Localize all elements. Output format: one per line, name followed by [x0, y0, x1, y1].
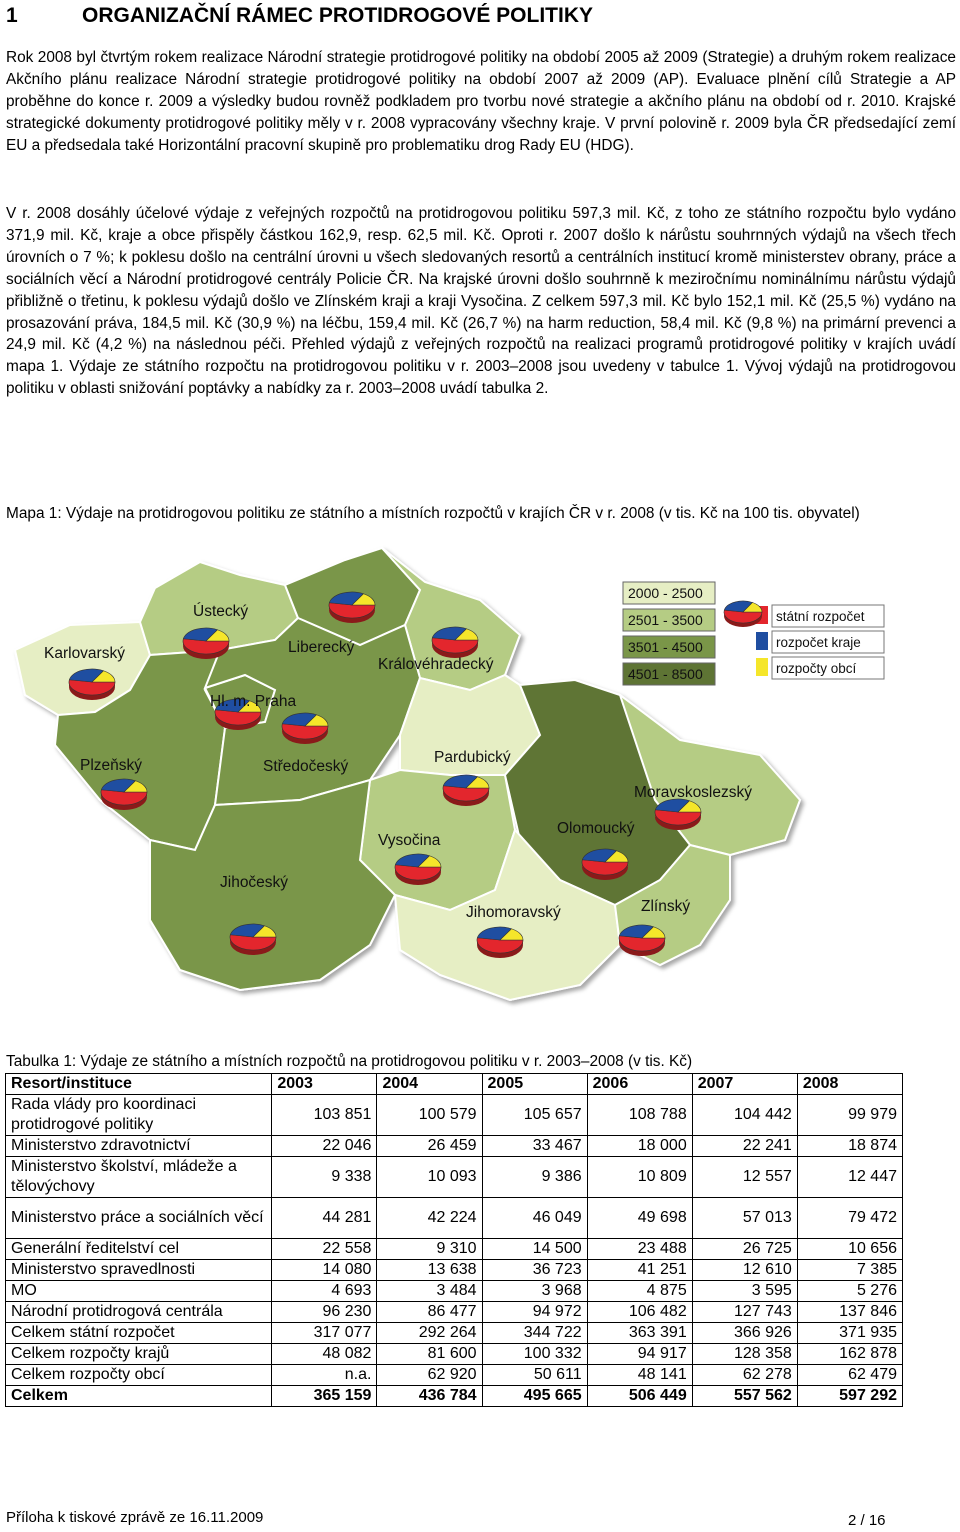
- legend-range-label: 4501 - 8500: [628, 666, 703, 682]
- value-cell: 557 562: [692, 1386, 797, 1407]
- value-cell: 81 600: [377, 1344, 482, 1365]
- region-pie: [395, 854, 441, 885]
- value-cell: 48 082: [272, 1344, 377, 1365]
- value-cell: 94 917: [587, 1344, 692, 1365]
- value-cell: 3 595: [692, 1281, 797, 1302]
- row-label: Ministerstvo školství, mládeže a tělovýchovy: [6, 1157, 272, 1198]
- table-row: [6, 1365, 903, 1386]
- legend-pie-icon: [724, 601, 762, 627]
- value-cell: 22 241: [692, 1136, 797, 1157]
- value-cell: 12 447: [797, 1157, 902, 1198]
- value-cell: 127 743: [692, 1302, 797, 1323]
- region-pie: [432, 627, 478, 658]
- region-pie: [329, 592, 375, 623]
- value-cell: 22 046: [272, 1136, 377, 1157]
- region-label: Pardubický: [434, 749, 511, 766]
- legend-source-label: rozpočty obcí: [776, 661, 857, 676]
- value-cell: 96 230: [272, 1302, 377, 1323]
- value-cell: 33 467: [482, 1136, 587, 1157]
- row-label: Rada vlády pro koordinaci protidrogové politiky: [6, 1095, 272, 1136]
- value-cell: 100 579: [377, 1095, 482, 1136]
- paragraph-expenditures: V r. 2008 dosáhly účelové výdaje z veřejných rozpočtů na protidrogovou politiku 597,3 mil. Kč, z toho ze státního rozpočtu bylo vydáno 371,9 mil. Kč, kraje a obce přispěly částkou 162,9, resp. 62,5 mil. Kč. Oproti r. 2007 došlo k nárůstu souhrnných výdajů na všech třech úrovních o 7 %; k poklesu došlo na centrální úrovni u všech sledovaných resortů a centrálních institucí kromě ministerstev obrany, práce a sociálních věcí a Národní protidrogové centrály Policie ČR. Na krajské úrovni došlo souhrnně k meziročnímu nominálnímu nárůstu výdajů přibližně o třetinu, k poklesu výdajů došlo ve Zlínském kraji a kraji Vysočina. Z celkem 597,3 mil. Kč bylo 152,1 mil. Kč (25,5 %) vydáno na prosazování práva, 184,5 mil. Kč (30,9 %) na léčbu, 159,4 mil. Kč (26,7 %) na harm reduction, 58,4 mil. Kč (9,8 %) na primární prevenci a 24,9 mil. Kč (4,2 %) na následnou péči. Přehled výdajů z veřejných rozpočtů na realizaci programů protidrogové politiky v krajích uvádí mapa 1. Výdaje ze státního rozpočtu na protidrogovou politiku v r. 2003–2008 jsou uvedeny v tabulce 1. Vývoj výdajů na protidrogovou politiku v oblasti snižování poptávky a nabídky za r. 2003–2008 uvádí tabulka 2.: [6, 205, 956, 398]
- region-label: Královéhradecký: [378, 656, 494, 673]
- footer-text: Příloha k tiskové zprávě ze 16.11.2009: [6, 1509, 264, 1526]
- value-cell: 26 459: [377, 1136, 482, 1157]
- row-label: Celkem: [6, 1386, 272, 1407]
- value-cell: 104 442: [692, 1095, 797, 1136]
- value-cell: 48 141: [587, 1365, 692, 1386]
- value-cell: 506 449: [587, 1386, 692, 1407]
- legend-source-swatch: [756, 658, 768, 676]
- value-cell: 50 611: [482, 1365, 587, 1386]
- value-cell: 103 851: [272, 1095, 377, 1136]
- table-row: [6, 1281, 903, 1302]
- value-cell: 46 049: [482, 1198, 587, 1239]
- header-cell: 2004: [377, 1074, 482, 1095]
- value-cell: 26 725: [692, 1239, 797, 1260]
- value-cell: 365 159: [272, 1386, 377, 1407]
- table-row: [6, 1302, 903, 1323]
- region-pie: [282, 713, 328, 744]
- value-cell: 106 482: [587, 1302, 692, 1323]
- region-pie: [101, 779, 147, 810]
- value-cell: n.a.: [272, 1365, 377, 1386]
- value-cell: 9 338: [272, 1157, 377, 1198]
- table-row: [6, 1344, 903, 1365]
- value-cell: 23 488: [587, 1239, 692, 1260]
- table-row: [6, 1323, 903, 1344]
- table-row: [6, 1260, 903, 1281]
- region-label: Středočeský: [263, 758, 349, 775]
- region-label: Liberecký: [288, 639, 355, 656]
- region-pie: [443, 775, 489, 806]
- table-row: [6, 1239, 903, 1260]
- legend-range-label: 3501 - 4500: [628, 639, 703, 655]
- row-label: Celkem rozpočty krajů: [6, 1344, 272, 1365]
- region-pie: [619, 925, 665, 956]
- region-pie: [230, 924, 276, 955]
- value-cell: 62 920: [377, 1365, 482, 1386]
- legend-source-label: rozpočet kraje: [776, 635, 861, 650]
- section-number: 1: [6, 4, 18, 27]
- header-cell: 2003: [272, 1074, 377, 1095]
- value-cell: 363 391: [587, 1323, 692, 1344]
- value-cell: 9 386: [482, 1157, 587, 1198]
- row-label: Celkem státní rozpočet: [6, 1323, 272, 1344]
- value-cell: 44 281: [272, 1198, 377, 1239]
- value-cell: 36 723: [482, 1260, 587, 1281]
- row-label: Generální ředitelství cel: [6, 1239, 272, 1260]
- region-pie: [183, 628, 229, 659]
- header-cell: Resort/instituce: [6, 1074, 272, 1095]
- value-cell: 14 500: [482, 1239, 587, 1260]
- value-cell: 128 358: [692, 1344, 797, 1365]
- region-label: Olomoucký: [557, 820, 635, 837]
- header-cell: 2007: [692, 1074, 797, 1095]
- row-label: Národní protidrogová centrála: [6, 1302, 272, 1323]
- section-title: ORGANIZAČNÍ RÁMEC PROTIDROGOVÉ POLITIKY: [82, 4, 594, 27]
- legend-source-label: státní rozpočet: [776, 609, 865, 624]
- header-cell: 2008: [797, 1074, 902, 1095]
- value-cell: 436 784: [377, 1386, 482, 1407]
- value-cell: 4 875: [587, 1281, 692, 1302]
- value-cell: 41 251: [587, 1260, 692, 1281]
- row-label: Ministerstvo zdravotnictví: [6, 1136, 272, 1157]
- value-cell: 18 874: [797, 1136, 902, 1157]
- value-cell: 10 656: [797, 1239, 902, 1260]
- table-header-row: [6, 1074, 903, 1095]
- row-label: MO: [6, 1281, 272, 1302]
- value-cell: 4 693: [272, 1281, 377, 1302]
- value-cell: 42 224: [377, 1198, 482, 1239]
- value-cell: 99 979: [797, 1095, 902, 1136]
- table-row: [6, 1157, 903, 1198]
- value-cell: 371 935: [797, 1323, 902, 1344]
- value-cell: 7 385: [797, 1260, 902, 1281]
- region-label: Vysočina: [378, 832, 441, 849]
- value-cell: 292 264: [377, 1323, 482, 1344]
- value-cell: 344 722: [482, 1323, 587, 1344]
- table-row: [6, 1095, 903, 1136]
- table-row: [6, 1386, 903, 1407]
- region-pie: [477, 927, 523, 958]
- header-cell: 2006: [587, 1074, 692, 1095]
- region-label: Jihomoravský: [466, 904, 561, 921]
- value-cell: 79 472: [797, 1198, 902, 1239]
- region-label: Moravskoslezský: [634, 784, 752, 801]
- value-cell: 495 665: [482, 1386, 587, 1407]
- legend-range-label: 2000 - 2500: [628, 585, 703, 601]
- value-cell: 14 080: [272, 1260, 377, 1281]
- value-cell: 597 292: [797, 1386, 902, 1407]
- value-cell: 366 926: [692, 1323, 797, 1344]
- region-label: Karlovarský: [44, 645, 125, 662]
- region-label: Jihočeský: [220, 874, 289, 891]
- region-pie: [655, 799, 701, 830]
- paragraph-intro: Rok 2008 byl čtvrtým rokem realizace Národní strategie protidrogové politiky na období 2005 až 2009 (Strategie) a druhým rokem realizace Akčního plánu realizace Národní strategie protidrogové politiky na období 2007 až 2009 (AP). Evaluace plnění cílů Strategie a AP proběhne do konce r. 2009 a výsledky budou rovněž podkladem pro tvorbu nové strategie a akčního plánu na období od r. 2010. Krajské strategické dokumenty protidrogové politiky měly v r. 2008 vypracovány všechny kraje. V první polovině r. 2009 byla ČR předsedající zemí EU a předsedala také Horizontální pracovní skupině pro problematiku drog Rady EU (HDG).: [6, 49, 956, 154]
- value-cell: 62 479: [797, 1365, 902, 1386]
- map-caption: Mapa 1: Výdaje na protidrogovou politiku ze státního a místních rozpočtů v krajích ČR v r. 2008 (v tis. Kč na 100 tis. obyvatel): [6, 505, 860, 522]
- value-cell: 49 698: [587, 1198, 692, 1239]
- value-cell: 13 638: [377, 1260, 482, 1281]
- value-cell: 100 332: [482, 1344, 587, 1365]
- header-cell: 2005: [482, 1074, 587, 1095]
- row-label: Ministerstvo práce a sociálních věcí: [6, 1198, 272, 1239]
- legend-range-label: 2501 - 3500: [628, 612, 703, 628]
- row-label: Celkem rozpočty obcí: [6, 1365, 272, 1386]
- value-cell: 317 077: [272, 1323, 377, 1344]
- table-caption: Tabulka 1: Výdaje ze státního a místních rozpočtů na protidrogovou politiku v r. 2003–2008 (v tis. Kč): [6, 1053, 693, 1070]
- region-pie: [69, 669, 115, 700]
- region-label: Ústecký: [193, 603, 249, 620]
- value-cell: 86 477: [377, 1302, 482, 1323]
- value-cell: 3 968: [482, 1281, 587, 1302]
- value-cell: 12 610: [692, 1260, 797, 1281]
- table-row: [6, 1198, 903, 1239]
- value-cell: 137 846: [797, 1302, 902, 1323]
- value-cell: 9 310: [377, 1239, 482, 1260]
- value-cell: 62 278: [692, 1365, 797, 1386]
- value-cell: 162 878: [797, 1344, 902, 1365]
- page-number: 2 / 16: [848, 1512, 886, 1529]
- value-cell: 94 972: [482, 1302, 587, 1323]
- value-cell: 10 093: [377, 1157, 482, 1198]
- table-row: [6, 1136, 903, 1157]
- row-label: Ministerstvo spravedlnosti: [6, 1260, 272, 1281]
- expenditure-table: [5, 1073, 903, 1407]
- value-cell: 22 558: [272, 1239, 377, 1260]
- value-cell: 12 557: [692, 1157, 797, 1198]
- value-cell: 105 657: [482, 1095, 587, 1136]
- region-label: Plzeňský: [80, 757, 143, 774]
- value-cell: 108 788: [587, 1095, 692, 1136]
- value-cell: 5 276: [797, 1281, 902, 1302]
- value-cell: 10 809: [587, 1157, 692, 1198]
- region-label: Hl. m. Praha: [210, 693, 297, 710]
- region-label: Zlínský: [641, 898, 691, 915]
- region-pie: [582, 849, 628, 880]
- value-cell: 18 000: [587, 1136, 692, 1157]
- section-heading: [6, 4, 593, 28]
- value-cell: 3 484: [377, 1281, 482, 1302]
- value-cell: 57 013: [692, 1198, 797, 1239]
- czech-regions-map: [0, 540, 960, 1030]
- legend-source-swatch: [756, 632, 768, 650]
